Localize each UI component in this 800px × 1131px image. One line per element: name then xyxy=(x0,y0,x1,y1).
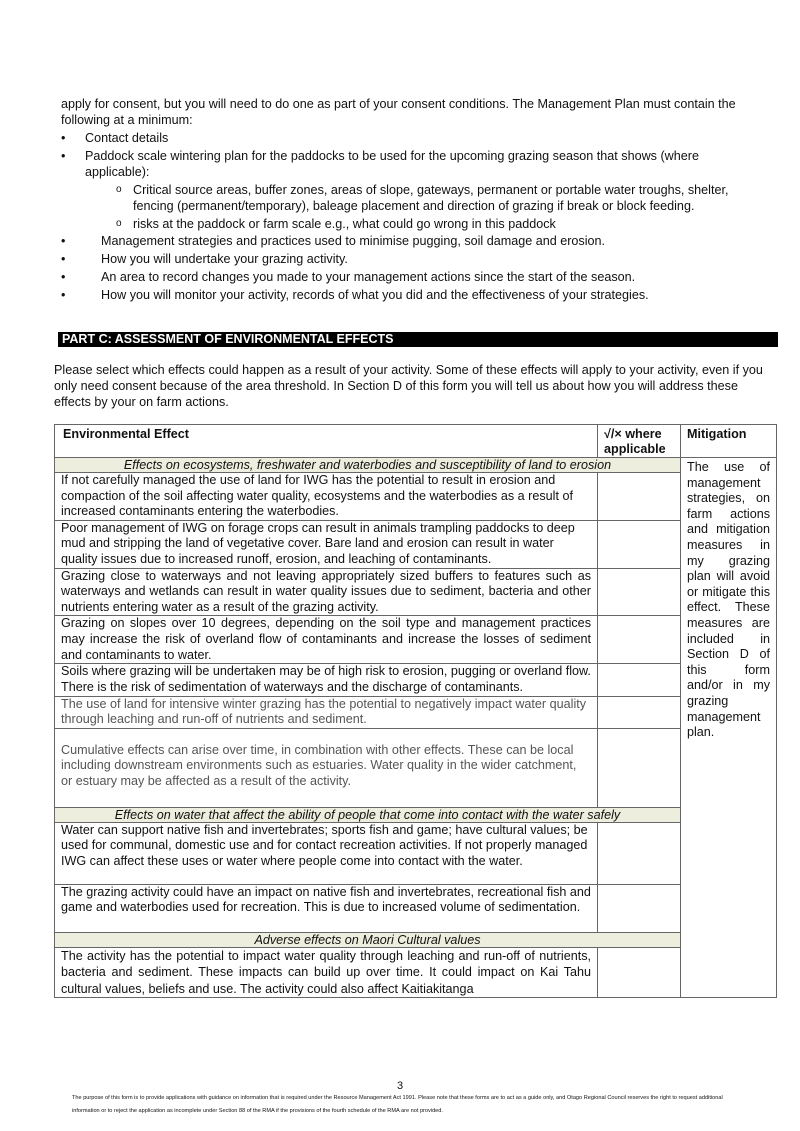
applicable-checkbox[interactable] xyxy=(598,616,681,664)
list-item: • An area to record changes you made to your management actions since the start of the season. xyxy=(61,268,766,286)
sub-list-item: o risks at the paddock or farm scale e.g., what could go wrong in this paddock xyxy=(61,216,766,232)
header-effect: Environmental Effect xyxy=(55,425,598,458)
table-row xyxy=(55,822,777,884)
footer-note: The purpose of this form is to provide applications with guidance on information that is required under the Resource Management Act 1991. Please note that these forms are to act as a guide only, and Otago Regional Council reserves the right to request additional information or to reject the application as incomplete under Section 88 of the RMA if the provisions of the fourth schedule of the RMA are not provided. xyxy=(72,1095,723,1114)
effect-text: Soils where grazing will be undertaken may be of high risk to erosion, pugging or overland flow. There is the risk of sedimentation of waterways and the discharge of contaminants. xyxy=(55,664,598,696)
table-row xyxy=(55,696,777,728)
sub-list-item: o Critical source areas, buffer zones, areas of slope, gateways, permanent or portable water troughs, shelter, fencing (permanent/temporary), baleage placement and direction of grazing if break or block feeding. xyxy=(61,182,766,214)
effect-text: Poor management of IWG on forage crops can result in animals trampling paddocks to deep mud and stripping the land of vegetative cover. Bare land and erosion can result in water quality issues due to increased runoff, erosion, and leaching of contaminants. xyxy=(55,520,598,568)
table-row xyxy=(55,728,777,807)
section-title: Effects on water that affect the ability of people that come into contact with the water safely xyxy=(55,807,681,822)
intro-text: apply for consent, but you will need to do one as part of your consent conditions. The Management Plan must contain the following at a minimum: xyxy=(61,97,736,127)
list-item: • How you will undertake your grazing activity. xyxy=(61,250,766,268)
list-item: • Contact details xyxy=(61,130,766,146)
table-row xyxy=(55,616,777,664)
section-title: Effects on ecosystems, freshwater and waterbodies and susceptibility of land to erosion xyxy=(55,458,681,473)
table-header-row xyxy=(55,425,777,458)
table-row xyxy=(55,568,777,616)
list-item: • How you will monitor your activity, records of what you did and the effectiveness of your strategies. xyxy=(61,286,766,304)
effect-text: The activity has the potential to impact water quality through leaching and run-off of nutrients, bacteria and sediment. These impacts can build up over time. It could impact on Kai Tahu cultural values, beliefs and use. The activity could also affect Kaitiakitanga xyxy=(55,947,598,998)
effect-text: If not carefully managed the use of land for IWG has the potential to result in erosion and compaction of the soil affecting water quality, ecosystems and the waterbodies as a result of increased contaminants entering the waterbodies. xyxy=(55,473,598,521)
section-paragraph: Please select which effects could happen as a result of your activity. Some of these effects will apply to your activity, even if you only need consent because of the area threshold. In Section D of this form you will tell us about how you will address these effects by your on farm actions. xyxy=(54,363,763,409)
effect-text: Water can support native fish and invertebrates; sports fish and game; have cultural values; be used for communal, domestic use and for contact recreation activities. If not properly managed IWG can affect these uses or water where people come into contact with the water. xyxy=(55,822,598,884)
section-row xyxy=(55,932,777,947)
table-row xyxy=(55,664,777,696)
page-number: 3 xyxy=(396,1080,404,1092)
section-title: Adverse effects on Maori Cultural values xyxy=(55,932,681,947)
applicable-checkbox[interactable] xyxy=(598,696,681,728)
applicable-checkbox[interactable] xyxy=(598,568,681,616)
header-mitigation: Mitigation xyxy=(681,425,777,458)
list-item: • Management strategies and practices used to minimise pugging, soil damage and erosion. xyxy=(61,232,766,250)
environmental-effects-table xyxy=(54,424,777,998)
effect-text: Cumulative effects can arise over time, in combination with other effects. These can be local including downstream environments such as estuaries. Water quality in the wider catchment, or estuary may be affected as a result of the activity. xyxy=(55,728,598,807)
header-applicable: √/× where applicable xyxy=(598,425,681,458)
table-row xyxy=(55,884,777,932)
applicable-checkbox[interactable] xyxy=(598,947,681,998)
table-row xyxy=(55,520,777,568)
applicable-checkbox[interactable] xyxy=(598,473,681,521)
effect-text: Grazing on slopes over 10 degrees, depending on the soil type and management practices may increase the risk of overland flow of contaminants and increase the losses of sediment and contaminants to water. xyxy=(55,616,598,664)
section-heading: PART C: ASSESSMENT OF ENVIRONMENTAL EFFECTS xyxy=(58,332,778,347)
table-row xyxy=(55,947,777,998)
applicable-checkbox[interactable] xyxy=(598,664,681,696)
effect-text: The grazing activity could have an impact on native fish and invertebrates, recreational fish and game and waterbodies used for recreation. This is due to increased volume of sedimentation. xyxy=(55,884,598,932)
effect-text: Grazing close to waterways and not leaving appropriately sized buffers to features such as waterways and wetlands can result in water quality issues due to sediment, bacteria and other nutrients entering water as a result of the grazing activity. xyxy=(55,568,598,616)
applicable-checkbox[interactable] xyxy=(598,884,681,932)
applicable-checkbox[interactable] xyxy=(598,728,681,807)
mitigation-cell: The use of management strategies, on farm actions and mitigation measures in my grazing plan will avoid or mitigate this effect. These measures are included in Section D of this form and/or in my grazing management plan. xyxy=(681,458,777,998)
management-plan-intro xyxy=(61,96,766,304)
list-item: • Paddock scale wintering plan for the paddocks to be used for the upcoming grazing season that shows (where applicable): xyxy=(61,148,766,180)
requirements-list xyxy=(61,130,766,304)
effect-text: The use of land for intensive winter grazing has the potential to negatively impact water quality through leaching and run-off of nutrients and sediment. xyxy=(55,696,598,728)
table-row xyxy=(55,473,777,521)
section-row xyxy=(55,807,777,822)
applicable-checkbox[interactable] xyxy=(598,520,681,568)
section-row xyxy=(55,458,777,473)
applicable-checkbox[interactable] xyxy=(598,822,681,884)
